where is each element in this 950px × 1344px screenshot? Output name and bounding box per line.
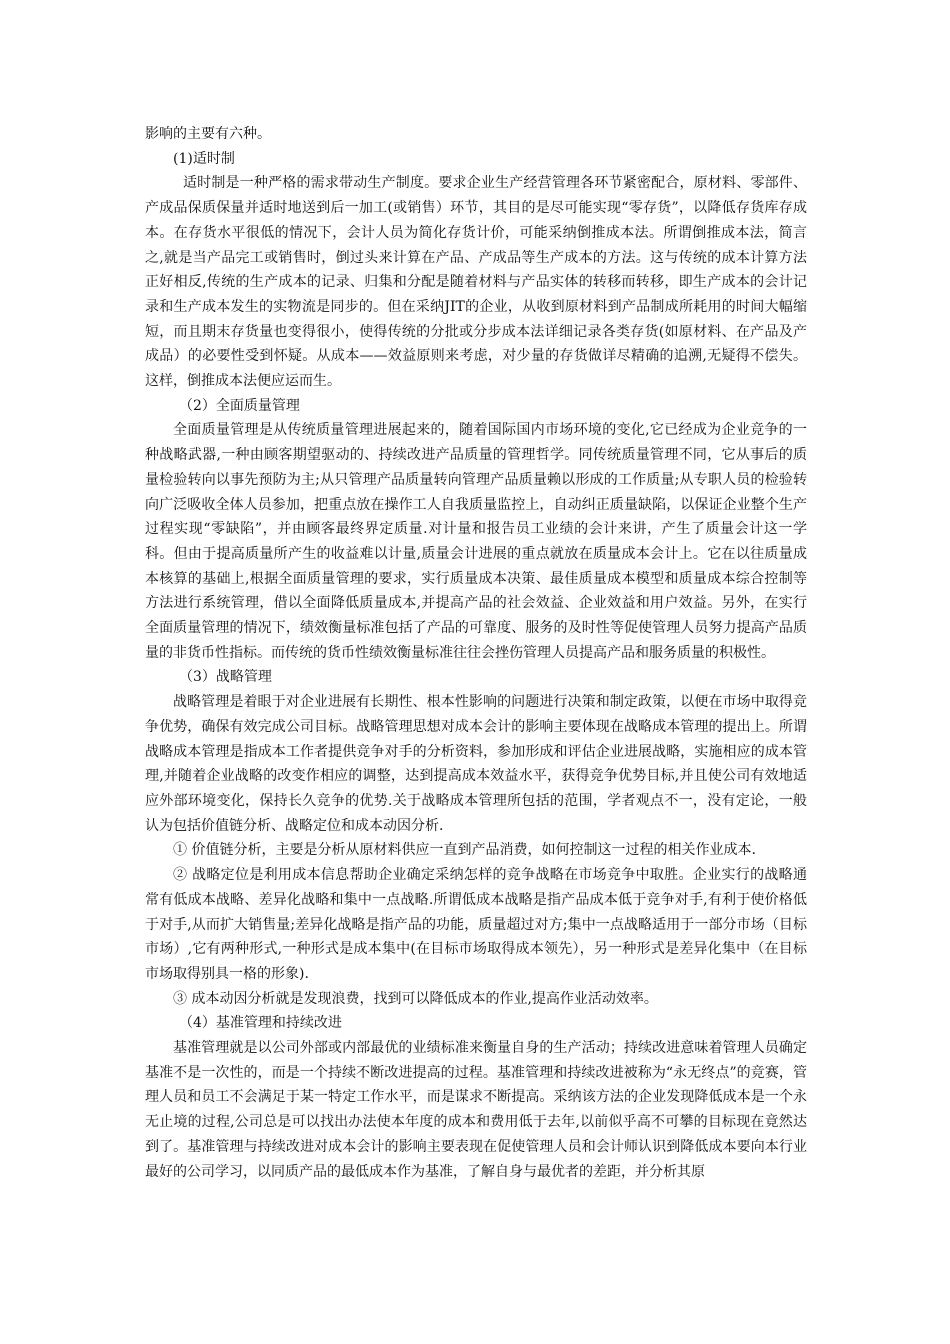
paragraph-continuation: 影响的主要有六种。 (145, 126, 271, 142)
section-heading-jit: (1)适时制 (173, 150, 235, 167)
paragraph-positioning: ② 战略定位是利用成本信息帮助企业确定采纳怎样的竞争战略在市场竞争中取胜。企业实行的战略通常有低成本战略、差异化战略和集中一点战略.所谓低成本战略是指产品成本低于竞争对手,有利于使价格低于对手,从而扩大销售量;差异化战略是指产品的功能，质量超过对方;集中一点战略适用于一部分市场（目标市场）,它有两种形式,一种形式是成本集中(在目标市场取得成本领先），另一种形式是差异化集中（在目标市场取得别具一格的形象). (145, 867, 807, 982)
document-body (145, 122, 807, 1184)
paragraph-strategy: 战略管理是着眼于对企业进展有长期性、根本性影响的问题进行决策和制定政策，以便在市场中取得竞争优势，确保有效完成公司目标。战略管理思想对成本会计的影响主要体现在战略成本管理的提出上。所谓战略成本管理是指成本工作者提供竞争对手的分析资料，参加形成和评估企业进展战略，实施相应的成本管理,并随着企业战略的改变作相应的调整，达到提高成本效益水平，获得竞争优势目标,并且使公司有效地适应外部环境变化，保持长久竞争的优势.关于战略成本管理所包括的范围，学者观点不一，没有定论，一般认为包括价值链分析、战略定位和成本动因分析. (145, 694, 807, 834)
paragraph-value-chain: ① 价值链分析，主要是分析从原材料供应一直到产品消费，如何控制这一过程的相关作业成本. (173, 842, 756, 859)
paragraph-jit: 适时制是一种严格的需求带动生产制度。要求企业生产经营管理各环节紧密配合，原材料、零部件、产成品保质保量并适时地送到后一加工(或销售）环节，其目的是尽可能实现“零存货”，以降低存货库存成本。在存货水平很低的情况下，会计人员为简化存货计价，可能采纳倒推成本法。所谓倒推成本法，简言之,就是当产品完工或销售时，倒过头来计算在产品、产成品等生产成本的方法。这与传统的成本计算方法正好相反,传统的生产成本的记录、归集和分配是随着材料与产品实体的转移而转移，即生产成本的会计记录和生产成本发生的实物流是同步的。但在采纳JIT的企业，从收到原材料到产品制成所耗用的时间大幅缩短，而且期末存货量也变得很小，使得传统的分批或分步成本法详细记录各类存货(如原材料、在产品及产成品）的必要性受到怀疑。从成本——效益原则来考虑，对少量的存货做详尽精确的追溯,无疑得不偿失。这样，倒推成本法便应运而生。 (145, 175, 807, 390)
paragraph-tqm: 全面质量管理是从传统质量管理进展起来的，随着国际国内市场环境的变化,它已经成为企业竞争的一种战略武器,一种由顾客期望驱动的、持续改进产品质量的管理哲学。同传统质量管理不同，它从事后的质量检验转向以事先预防为主;从只管理产品质量转向管理产品质量赖以形成的工作质量;从专职人员的检验转向广泛吸收全体人员参加，把重点放在操作工人自我质量监控上，自动纠正质量缺陷，以保证企业整个生产过程实现“零缺陷”，并由顾客最终界定质量.对计量和报告员工业绩的会计来讲，产生了质量会计这一学科。但由于提高质量所产生的收益难以计量,质量会计进展的重点就放在质量成本会计上。它在以往质量成本核算的基础上,根据全面质量管理的要求，实行质量成本决策、最佳质量成本模型和质量成本综合控制等方法进行系统管理，借以全面降低质量成本,并提高产品的社会效益、企业效益和用户效益。另外，在实行全面质量管理的情况下，绩效衡量标准包括了产品的可靠度、服务的及时性等促使管理人员努力提高产品质量的非货币性指标。而传统的货币性绩效衡量标准往往会挫伤管理人员提高产品和服务质量的积极性。 (145, 422, 807, 661)
paragraph-benchmark: 基准管理就是以公司外部或内部最优的业绩标准来衡量自身的生产活动；持续改进意味着管理人员确定基准不是一次性的，而是一个持续不断改进提高的过程。基准管理和持续改进被称为“永无终点”的竞赛，管理人员和员工不会满足于某一特定工作水平，而是谋求不断提高。采纳该方法的企业发现降低成本是一个永无止境的过程,公司总是可以找出办法使本年度的成本和费用低于去年,以前似乎高不可攀的目标现在竟然达到了。基准管理与持续改进对成本会计的影响主要表现在促使管理人员和会计师认识到降低成本要向本行业最好的公司学习，以同质产品的最低成本作为基准，了解自身与最优者的差距，并分析其原 (145, 1040, 807, 1180)
paragraph-cost-driver: ③ 成本动因分析就是发现浪费，找到可以降低成本的作业,提高作业活动效率。 (173, 990, 658, 1007)
section-heading-benchmark: （4）基准管理和持续改进 (179, 1015, 342, 1032)
section-heading-strategy: （3）战略管理 (179, 669, 272, 686)
section-heading-tqm: （2）全面质量管理 (179, 397, 300, 414)
